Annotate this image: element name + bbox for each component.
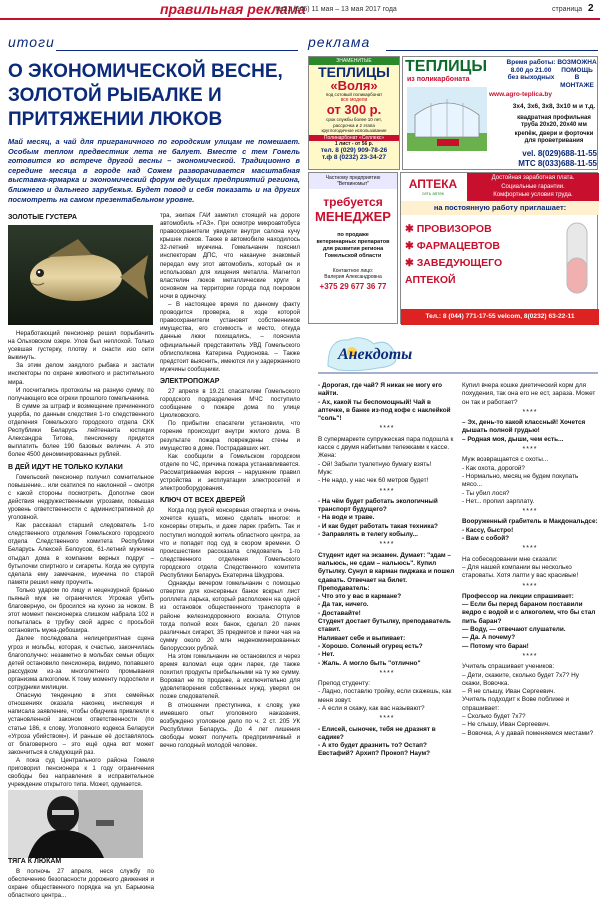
article-column-1-text <box>8 330 154 789</box>
joke-line: - На чём будет работать экологичный транспорт будущего? <box>318 497 438 514</box>
paragraph: За этим делом заядлого рыбака и застали инспекторы по охране животного и растительного мира. <box>8 362 154 386</box>
position-label: ФАРМАЦЕВТОВ <box>416 240 500 252</box>
fish-photo <box>8 225 153 325</box>
joke-line: — Если бы перед бараном поставили ведро с водой и с алкоголем, что бы стал пить баран? <box>462 601 596 625</box>
slogan-line: Социальные гарантии. <box>501 183 565 190</box>
joke-separator: **** <box>379 541 395 549</box>
paragraph: Как рассказал старший следователь 1-го следственного отделения Гомельского городского отдела Следственного комитета Республики Беларусь Алексей Белоусов, 61-летний мужчина отыдал дома в компании верных подруг – бутылочки спиртного и сигареты. Когда же супруга сделала ему замечание, мужчина по старой памяти решил нему проучить. <box>8 522 154 586</box>
ad-schedule <box>505 59 557 82</box>
ad-apteka-vacancy[interactable] <box>400 172 598 324</box>
paragraph: 27 апреля в 19.21 спасателям Гомельского городского подразделения МЧС поступило сообщение о пожаре дома по улице Циолковского. <box>160 387 300 420</box>
joke-line: - Хорошо. Соленый огурец есть? <box>318 642 423 650</box>
joke-line: Муж возвращается с охоты... <box>462 456 549 464</box>
joke-line: - Елисей, сыночек, тебя не дразнят в садике? <box>318 725 436 741</box>
joke-line: - А кто будет дразнить то? Остап? Евстафий? Архип? Прокоп? Наум? <box>318 742 431 758</box>
ad-schedule-line: 8.00 до 21.00 <box>510 66 552 74</box>
subheading: В ДЕЙ ИДУТ НЕ ТОЛЬКО КУЛАКИ <box>8 463 123 471</box>
joke-line: - Нет... пропил зарплату. <box>462 497 535 505</box>
page-label: страница <box>552 6 583 13</box>
ad-perk: В МОНТАЖЕ <box>560 74 594 89</box>
paragraph: Гомельский пенсионер получил сомнительное повышение... или скатился по наклонной – смотря с какой стороны посмотреть. Допоглне свои действия недружественными угрозами, повышая уровень ответственности с административной до уголовной. <box>8 473 154 522</box>
joke-line: Наливает себе и выпивает: <box>318 634 406 642</box>
joke-line: - И как будет работать такая техника? <box>318 522 438 530</box>
joke-line: - Да так, ничего. <box>318 601 369 609</box>
joke-line: - Вам с собой? <box>462 535 510 543</box>
apteka-slogan <box>467 173 599 201</box>
ad-schedule-title: Время работы: <box>506 59 556 66</box>
joke-line: Жена: <box>318 452 337 460</box>
joke-line: - Доставайте! <box>318 609 361 617</box>
joke-line: - Кассу, быстро! <box>462 526 514 534</box>
ad-sizes: 3х4, 3х6, 3х8, 3х10 м и т.д. <box>512 103 596 110</box>
ad-schedule-line: без выходных <box>507 74 555 81</box>
paragraph: Как сообщили в Гомельском городском отделе по ЧС, причина пожара устанавливается. Рассматриваемая версия – нарушение правил устройства и эксплуатации электросетей и электрооборудования. <box>160 452 300 493</box>
subheading: ЭЛЕКТРОПОЖАР <box>160 377 220 385</box>
ad-duties <box>309 232 397 260</box>
joke-separator: **** <box>522 508 538 516</box>
joke-separator: **** <box>522 545 538 553</box>
joke-line: – Для нашей компании вы несколько староваты. Хотя лапти у вас красивые! <box>462 563 579 580</box>
ad-feature: квадратная профильная труба 20х20, 20х40 мм <box>517 115 591 128</box>
ad-duty: Гомельской области <box>324 253 382 259</box>
ad-title: ТЕПЛИЦЫ <box>405 58 488 75</box>
ad-label: ЗНАМЕНИТЫЕ <box>309 57 399 65</box>
paragraph: Опасную тенденцию в этих семейных отношениях оказала наконец инспекция и написала заявление, чтобы обидчика привлекли к установленной законом ответственности (по статье 186, к слову, Уголовного кодекса Беларуси «Угроза убийством»). И раньше её доставлялось от благоверного – это ещё одна вот может закончиться в следующий раз. <box>8 692 154 756</box>
ad-line: срок службы более 10 лет, <box>326 117 382 122</box>
page-header <box>0 0 600 20</box>
joke-line: – Эх, день-то какой классный! Хочется дышать полной грудью! <box>462 419 586 435</box>
ad-site: www.agro-teplica.by <box>489 91 552 98</box>
article-lead: Май месяц, а чай для приграничного по городским улицам не помешает. Особым теплом предвестник лета не балует. Вместе с тем Гомель готовится ко встрече другой весны – экономической. Традиционно в середине месяца в городе над Сожем разворачивается масштабная выставка-ярмарка и экономический форум ведущих предприятий региона, ближнего и дальнего зарубежья. Будет повод и себя показать и на других посмотреть на самом презентабельном уровне. <box>8 137 300 204</box>
paragraph: Однажды вечером гомельчанин с помощью отвертки для консервных банок вскрыл лист ролллета ларька, который расположен на одной из остановок общественного транспорта в районе железнодорожного вокзала. Отгулов тогда полной всех банок, сделал 20 пачек различных сигарет, 35 предметов и пачки чая на сумму около 20 млн неденоминированных белорусских рублей. <box>160 580 300 652</box>
joke-line: - Ах, какой ты беспомощный! Чай в аптечке, в банке из-под кофе с наклейкой "соль"! <box>318 398 451 423</box>
subheading: ЗОЛОТЫЕ ГУСТЕРА <box>8 214 77 221</box>
joke-line: - Не надо, у нас чек 60 метров будет! <box>318 477 429 485</box>
joke-line: - Нормально, месяц не будем покупать мясо... <box>462 472 579 489</box>
joke-separator: **** <box>522 652 538 660</box>
ad-feature: крепёж, двери и форточки для проветривания <box>514 131 594 144</box>
apteka-positions <box>405 221 555 289</box>
joke-line: На собеседовании мне сказали: <box>462 555 558 563</box>
slogan-line: Достойная заработная плата. <box>491 175 575 181</box>
burglar-photo <box>8 790 143 858</box>
joke-line: – Дети, скажите, сколько будет 7х7? Ну скажи, Вовочка. <box>462 671 579 687</box>
joke-line: Учитель подходит к Вове поближе и спрашивает: <box>462 696 570 712</box>
subheading: ТЯГА К ЛЮКАМ <box>8 858 62 865</box>
joke-line: - Заправлять в телегу кобылу... <box>318 531 418 539</box>
paragraph: Далее последовала нелицеприятная сцена угроз и мольбы, которая, к счастью, закончилась благополучно: незаметно в мольбах семьи общих детей остановило пенсионера, видимо, попавшего рассудком из-за многолетнего промывания организма алкоголем. К тому моменту подоспели и сотрудники милиции. <box>8 635 154 692</box>
joke-line: Купил вчера кошке диетический корм для похудения, так она его не ест, зараза. Может он так и работает? <box>462 382 596 406</box>
joke-line: - Дорогая, где чай? Я никак не могу его найти. <box>318 382 443 398</box>
apteka-invite: на постоянную работу приглашает: <box>401 201 599 215</box>
paragraph: тра, экипаж ГАИ заметил стоящий на дороге автомобиль «ГАЗ». При осмотре микроавтобуса правоохранители увидели внутри салона кучу крышек люков. Также в автомобиле находилось 32-летний мужчина. Гомельчанин пояснил инспекторам ДПС, что накануне знакомый передал ему этот автомобиль, который он и использовал для хищения металла. Магнитол властелин люков металлические круги в основном на территории города под покровом ночи в одиночку. <box>160 212 300 300</box>
joke-line: - Что это у вас в кармане? <box>318 593 402 601</box>
ad-perk: ВОЗМОЖНА <box>557 59 597 66</box>
article-column-1 <box>8 210 154 224</box>
section-rule <box>56 50 298 51</box>
paragraph: В сумме за штраф и возмещение причиненного ущерба, по данным следствия 1-го следственного отделения Гомельского городского отдела СКК Республики Беларусь лейтенанта юстиции Александра Титова, пенсионеру придется выплатить более 190 базовых величин. А это более 4500 деноминированных рублей. <box>8 402 154 459</box>
joke-separator: **** <box>522 446 538 454</box>
ad-sub: под сотовый поликарбонат <box>325 92 383 97</box>
joke-line: - Нет. <box>318 651 335 659</box>
apteka-tag: сеть аптек <box>422 191 444 196</box>
ad-org: Частному предприятию "Ветвиномыт" <box>309 173 397 189</box>
ad-phone: vel. 8(029)688-11-55 <box>522 149 597 158</box>
paragraph: Только ударом по лицу и нецензурной бранью пьяный муж не ограничился. Угрожая убить благоверную, он бросился на кухню за ножом. В этот момент пенсионерка слишком набрала 102 и попыталась в трубку свой адрес с просьбой остановить мужа-дебошира. <box>8 586 154 635</box>
paragraph: По прибытии спасатели установили, что горение происходит внутри жилого дома. В результате пожара повреждены стены и имущество в доме. Пострадавших нет. <box>160 420 300 452</box>
joke-separator: **** <box>522 582 538 590</box>
joke-line: - Ладно, поставлю тройку, если скажешь, как меня зовут. <box>318 688 452 704</box>
joke-line: - А если я скажу, как вас называют? <box>318 704 425 712</box>
joke-line: - Как охота, дорогой? <box>462 464 525 472</box>
ad-note: все модели <box>340 97 368 103</box>
joke-line: Муж: <box>318 468 333 476</box>
capsule-icon <box>559 219 595 299</box>
section-label-reklama <box>308 34 598 58</box>
joke-line: — Да. А почему? <box>462 634 516 642</box>
joke-line: - На воде и траве. <box>318 514 375 522</box>
joke-line: — Воду, — отвечают слушатели. <box>462 626 566 634</box>
section-title: итоги <box>8 34 55 50</box>
joke-line: – Я не слышу, Иван Сергеевич. <box>462 688 556 696</box>
joke-separator: **** <box>522 408 538 416</box>
ad-perks <box>557 59 597 89</box>
ad-brand: «Воля» <box>330 78 378 93</box>
ad-req: требуется <box>323 195 383 209</box>
paragraph: – В настоящее время по данному факту проводится проверка, в ходе которой правоохранители установят собственников имущества, его стоимость и место, откуда данные люки похищались, – пояснила официальный представитель УВД Гомельского облисполкома Катерина Родионова. – Также предстоит выяснить, имеются ли у задержанного мужчины сообщники. <box>160 301 300 373</box>
ad-contact-person: Валерия Александровна <box>324 274 382 280</box>
ad-duty: для развития региона <box>322 246 384 252</box>
article-headline: О ЭКОНОМИЧЕСКОЙ ВЕСНЕ, ЗОЛОТОЙ РЫБАЛКЕ И ПРИТЯЖЕНИИ ЛЮКОВ <box>8 61 283 130</box>
joke-line: - Ой! Забыли туалетную бумагу взять! <box>318 460 432 468</box>
joke-line: - Ты убил лося? <box>462 489 510 497</box>
position-item: ✱ ПРОВИЗОРОВ <box>405 223 492 235</box>
ad-teplitsy-agro[interactable] <box>402 56 598 170</box>
ad-teplitsy-volya[interactable] <box>308 56 400 170</box>
slogan-line: Комфортные условия труда. <box>493 192 573 198</box>
ad-price: от 300 р. <box>326 102 382 117</box>
ad-manager-vacancy[interactable] <box>308 172 398 324</box>
jokes-column-2 <box>462 382 598 738</box>
joke-separator: **** <box>379 425 395 433</box>
paragraph: Когда под рукой консервная отвертка и очень хочется кушать, можно сделать многое: и консервы открыть, и даже ларек грабить. Так и поступил молодой житель областного центра, за что и попадет под суд в скором времени. О происшествии рассказала следователь 1-го следственного отделения Гомельского городского отдела Следственного комитета Республики Беларусь Екатерина Шкудрова. <box>160 507 300 580</box>
jokes-column-1 <box>318 382 456 759</box>
page-number: 2 <box>588 3 594 14</box>
joke-line: — Потому что баран! <box>462 642 529 650</box>
position-label: ПРОВИЗОРОВ <box>416 223 492 235</box>
ad-dealer: Полинарбонат «Селлекс» <box>309 135 399 141</box>
joke-separator: **** <box>379 715 395 723</box>
joke-line: Преподаватель: <box>318 584 370 592</box>
ad-dealer-price: 1 лист - от 56 р. <box>334 140 374 147</box>
joke-line: – Вовочка, А у давай поменяемся местами? <box>462 729 594 737</box>
section-title: реклама <box>308 34 371 50</box>
ad-duty: ветеринарных препаратов <box>316 239 390 245</box>
ad-phones <box>511 149 597 168</box>
joke-line: – Не слышу, Иван Сергеевич. <box>462 721 550 729</box>
joke-line: – Родная моя, дыши, чем есть... <box>462 435 564 443</box>
apteka-phones: Тел.: 8 (044) 771-17-55 velcom, 8(0232) 63-22-11 <box>401 309 599 325</box>
joke-line: Вооруженный грабитель в Макдональдсе: <box>462 518 598 526</box>
ad-phone: т.ф 8 (0232) 23-34-27 <box>322 153 386 161</box>
joke-line: Студент достает бутылку, преподаватель ставит. <box>318 618 451 634</box>
joke-line: Профессор на лекции спрашивает: <box>462 592 574 600</box>
ad-contact-label: Контактное лицо: <box>332 268 374 274</box>
ad-line: круглогодичное использование <box>321 128 387 133</box>
joke-separator: **** <box>379 487 395 495</box>
position-item: ✱ ЗАВЕДУЮЩЕГО АПТЕКОЙ <box>405 257 503 286</box>
joke-line: Учитель спрашивает учеников: <box>462 663 555 671</box>
paragraph: На этом гомельчанин не остановился и через время взломал еще один ларек, где также похитил продукты прибыльными на ту же сумму. Воровал не по продаже, а исключительно для удовлетворения собственных нужд, уверял он позже следователей. <box>160 652 300 701</box>
ad-perk: ПОМОЩЬ <box>561 66 593 74</box>
joke-line: В супермаркете супружеская пара подошла к кассе с двумя набитыми тележками к кассе. <box>318 435 454 452</box>
ad-duty: по продаже <box>337 232 369 238</box>
article-column-1-bottom <box>8 858 154 900</box>
joke-separator: **** <box>379 669 395 677</box>
ad-sub: из поликарбоната <box>407 76 470 83</box>
ad-phone: тел. 8 (029) 909-78-26 <box>320 146 388 154</box>
ad-line: рассрочка и 2 этапа <box>333 122 375 128</box>
joke-line: Студент идет на экзамен. Думает: "здам – нальюсь, не сдам – нальюсь". Купил бутылку. Сунул в карман пиджака и пошел сдавать. Отвечает на билет. <box>318 551 455 584</box>
joke-line: – Сколько будет 7х7? <box>462 712 526 720</box>
paragraph: И посчитались протоколы на разную сумму, по получающего все огрехи прошлого гомельчанина. <box>8 386 154 402</box>
paragraph: В отношении преступника, к слову, уже имевшего опыт уголовного наказания, возбуждено уголовное дело по ч. 2 ст. 205 УК Республики Беларусь. До 4 лет лишения свободы может получить предприимчивый и вечно голодный молодой человек. <box>160 701 300 749</box>
joke-line: Препод студенту: <box>318 680 371 688</box>
anecdotes-title: Анекдоты <box>338 346 413 363</box>
paragraph: А пока суд Центрального района Гомеля приговорил пенсионера к 1 году ограничения свободы без направления в исправительное учреждение открытого типа. Может, одумается. <box>8 756 154 789</box>
article-column-2 <box>160 212 300 750</box>
section-rule <box>386 50 598 51</box>
position-item: ✱ ФАРМАЦЕВТОВ <box>405 240 500 252</box>
paragraph: Неработающий пенсионер решил порыбачить на Ольховском озере. Улов был неплохой. Только усевшая густерку, плотву и снасти изо сети выкинуть. <box>8 330 154 362</box>
position-label: ЗАВЕДУЮЩЕГО АПТЕКОЙ <box>405 257 503 286</box>
header-rule <box>0 18 600 20</box>
ad-role: МЕНЕДЖЕР <box>315 209 391 224</box>
ad-title: ТЕПЛИЦЫ <box>318 64 390 80</box>
issue-info: №21 (646) 11 мая – 13 мая 2017 года <box>276 6 397 13</box>
brand-logo: правильная реклама <box>160 1 306 17</box>
apteka-name: АПТЕКА <box>408 177 458 191</box>
subheading: КЛЮЧ ОТ ВСЕХ ДВЕРЕЙ <box>160 497 246 505</box>
ad-phone: МТС 8(033)688-11-55 <box>518 158 597 168</box>
greenhouse-image <box>407 87 487 151</box>
paragraph: В полночь 27 апреля, неся службу по обеспечению безопасности дорожного движения и охране общественного порядка на ул. Барыкина областного центра... <box>8 868 154 900</box>
section-label-itogi <box>8 34 298 58</box>
apteka-logo <box>401 173 465 201</box>
joke-line: - Жаль. А могло быть "отлично" <box>318 659 421 667</box>
ad-phone: +375 29 677 36 77 <box>319 282 387 291</box>
